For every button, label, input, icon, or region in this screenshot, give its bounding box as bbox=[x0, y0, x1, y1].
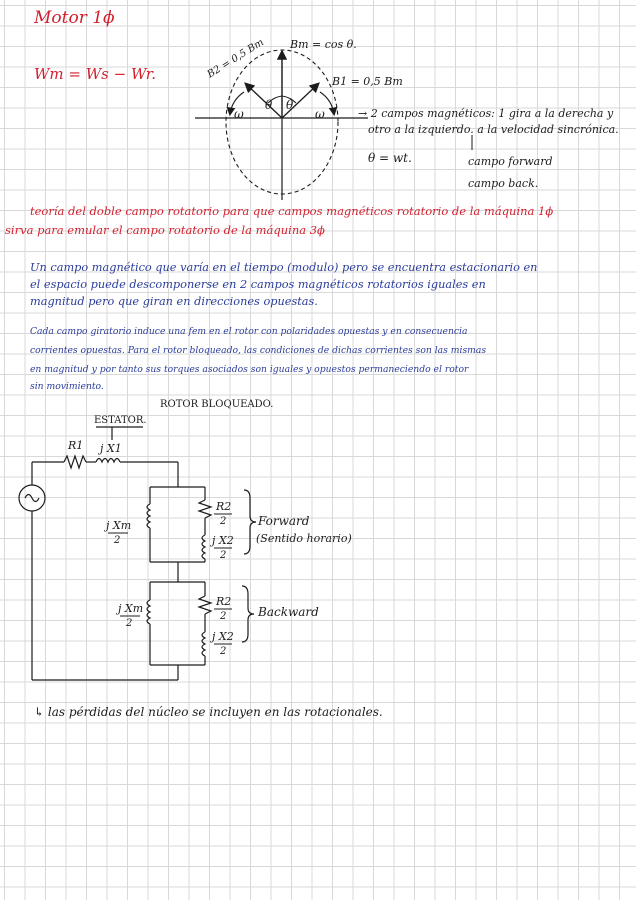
omega-left-label: ω bbox=[234, 107, 244, 121]
forward-field-label: campo forward bbox=[468, 155, 553, 168]
circuit-title: ROTOR BLOQUEADO. bbox=[160, 399, 274, 410]
forward-sublabel: (Sentido horario) bbox=[256, 532, 352, 545]
phasor-note-line1: → 2 campos magnéticos: 1 gira a la derecha y bbox=[358, 107, 614, 120]
x1-label: j X1 bbox=[100, 442, 122, 455]
xm-backward-num: j Xm bbox=[118, 602, 144, 615]
paragraph2-line1: Cada campo giratorio induce una fem en el rotor con polaridades opuestas y en consecuencia bbox=[30, 326, 468, 337]
phasor-note-line2: otro a la izquierdo. a la velocidad sincrónica. bbox=[368, 123, 619, 136]
paragraph1-line1: Un campo magnético que varía en el tiempo (modulo) pero se encuentra estacionario en bbox=[30, 261, 538, 274]
backward-label: Backward bbox=[258, 605, 319, 619]
forward-brace bbox=[244, 490, 256, 554]
xm-forward-den: 2 bbox=[114, 535, 121, 546]
ac-source-wave bbox=[25, 495, 39, 502]
r1-resistor bbox=[64, 456, 86, 468]
paragraph2-line3: en magnitud y por tanto sus torques asociados son iguales y opuestos permaneciendo el rotor bbox=[30, 364, 469, 375]
r2-backward-den: 2 bbox=[220, 611, 227, 622]
section-heading-line2: sirva para emular el campo rotatorio de la máquina 3ϕ bbox=[5, 223, 325, 237]
forward-label: Forward bbox=[258, 514, 310, 528]
omega-right-label: ω bbox=[315, 107, 325, 121]
x2-backward-den: 2 bbox=[220, 646, 227, 657]
page-title: Motor 1ϕ bbox=[34, 8, 115, 28]
x2-backward-num: j X2 bbox=[212, 630, 234, 643]
stator-label: ESTATOR. bbox=[94, 415, 147, 426]
paragraph2-line2: corrientes opuestas. Para el rotor bloqueado, las condiciones de dichas corrientes son las mismas bbox=[30, 345, 487, 356]
r1-label: R1 bbox=[68, 439, 84, 452]
x2-forward-num: j X2 bbox=[212, 534, 234, 547]
theta-left-label: θ bbox=[265, 98, 273, 112]
r2-forward-num: R2 bbox=[216, 500, 232, 513]
core-losses-note: ↳ las pérdidas del núcleo se incluyen en las rotacionales. bbox=[34, 705, 383, 719]
xm-backward-den: 2 bbox=[126, 618, 133, 629]
r2-forward-den: 2 bbox=[220, 516, 227, 527]
b2-label: B2 = 0,5 Bm bbox=[205, 37, 266, 81]
bm-label: Bm = cos θ. bbox=[290, 38, 357, 51]
backward-brace bbox=[242, 586, 254, 642]
back-field-label: campo back. bbox=[468, 177, 539, 190]
section-heading-line1: teoría del doble campo rotatorio para que campos magnéticos rotatorio de la máquina 1ϕ bbox=[30, 204, 554, 218]
r2-backward-num: R2 bbox=[216, 595, 232, 608]
paragraph1-line2: el espacio puede descomponerse en 2 campos magnéticos rotatorios iguales en bbox=[30, 278, 486, 291]
x2-backward-inductor bbox=[202, 632, 205, 656]
xm-forward-num: j Xm bbox=[106, 519, 132, 532]
x2-forward-inductor bbox=[202, 535, 205, 559]
speed-equation: Wm = Ws − Wr. bbox=[34, 65, 156, 83]
x2-forward-den: 2 bbox=[220, 550, 227, 561]
x1-inductor bbox=[96, 459, 120, 463]
xm-backward-inductor bbox=[147, 600, 150, 624]
theta-right-label: θ bbox=[286, 98, 294, 112]
xm-forward-inductor bbox=[147, 504, 150, 528]
r2-backward-resistor bbox=[199, 596, 211, 614]
b1-label: B1 = 0,5 Bm bbox=[332, 75, 403, 88]
paragraph2-line4: sin movimiento. bbox=[30, 381, 104, 392]
r2-forward-resistor bbox=[199, 500, 211, 518]
theta-equation: θ = wt. bbox=[368, 151, 412, 165]
paragraph1-line3: magnitud pero que giran en direcciones opuestas. bbox=[30, 295, 318, 308]
